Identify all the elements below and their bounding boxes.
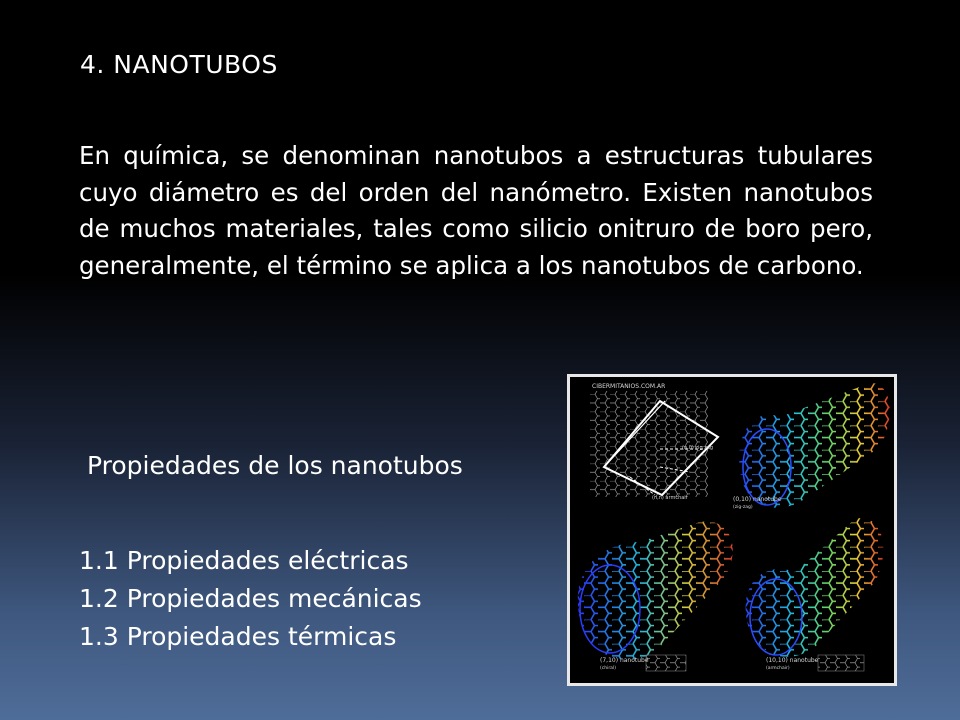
properties-list <box>79 542 422 656</box>
panel-sublabel-armchair: (armchair) <box>766 666 790 671</box>
property-item-thermal: 1.3 Propiedades térmicas <box>79 622 397 651</box>
panel-sublabel-chiral: (chiral) <box>600 666 616 671</box>
nanotube-zigzag <box>739 383 890 508</box>
lattice-label-zigzag: (n,0) zig zag <box>682 445 714 451</box>
slide-heading: 4. NANOTUBOS <box>80 50 278 79</box>
nanotube-figure <box>567 374 897 686</box>
nanotube-armchair <box>746 518 884 657</box>
panel-label-zigzag: (0,10) nanotube <box>733 496 782 503</box>
inset-lattice-chiral <box>646 655 686 671</box>
nanotube-chiral <box>578 521 733 659</box>
lattice-label-armchair: (n,n) armchair <box>652 495 688 501</box>
nanotube-illustration <box>570 377 894 683</box>
property-item-electrical: 1.1 Propiedades eléctricas <box>79 546 409 575</box>
panel-label-armchair: (10,10) nanotube <box>766 657 819 664</box>
intro-paragraph: En química, se denominan nanotubos a estructuras tubulares cuyo diámetro es del orden del nanómetro. Existen nanotubos de muchos materiales, tales como silicio onitruro de boro pero, generalmente, el término se aplica a los nanotubos de carbono. <box>79 141 873 280</box>
panel-sublabel-zigzag: (zig-zag) <box>733 505 753 510</box>
properties-subheading: Propiedades de los nanotubos <box>87 451 463 480</box>
property-item-mechanical: 1.2 Propiedades mecánicas <box>79 584 422 613</box>
inset-lattice-armchair <box>818 655 864 671</box>
panel-label-chiral: (7,10) nanotube <box>600 657 649 664</box>
graphene-lattice <box>590 391 718 497</box>
figure-watermark: CIBERMITANIOS.COM.AR <box>592 383 666 390</box>
